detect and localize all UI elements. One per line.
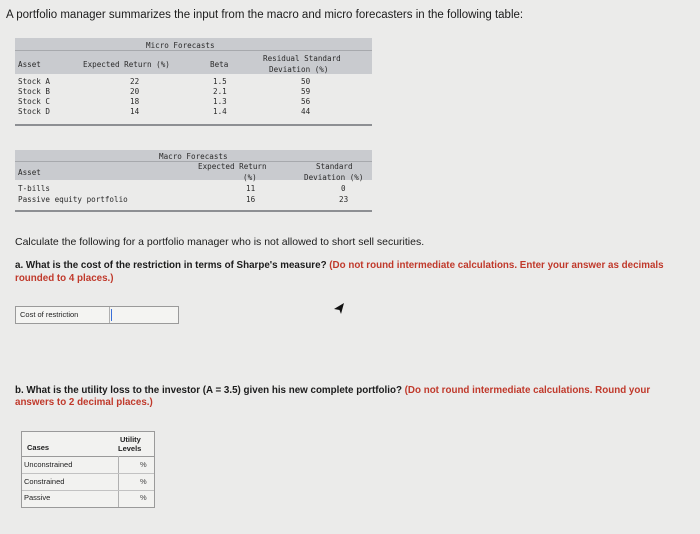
micro-header-beta: Beta [210, 60, 229, 69]
micro-title: Micro Forecasts [146, 41, 215, 50]
utility-unit: % [140, 460, 147, 469]
utility-input[interactable] [119, 474, 135, 489]
mouse-cursor-icon [333, 302, 345, 316]
utility-header-cases: Cases [27, 443, 50, 452]
utility-header-utility: Utility [120, 435, 141, 444]
utility-case-label: Unconstrained [24, 460, 73, 469]
cost-of-restriction-label: Cost of restriction [16, 307, 110, 323]
utility-input[interactable] [119, 491, 135, 506]
micro-sd: 50 [301, 77, 311, 86]
cost-of-restriction-row [15, 306, 179, 324]
question-a-prefix: a. What is the cost of the restriction in terms of Sharpe's measure? [15, 260, 327, 271]
micro-asset: Stock A [18, 77, 51, 86]
utility-levels-table [21, 431, 155, 508]
micro-beta: 2.1 [213, 87, 227, 96]
micro-er: 14 [130, 107, 140, 116]
macro-sd: 23 [339, 195, 349, 204]
micro-forecasts-table [15, 38, 372, 128]
question-a-note: (Do not round intermediate calculations. Enter your answer as decimals rounded to 4 places.) [15, 260, 664, 284]
utility-input[interactable] [119, 457, 135, 472]
macro-asset: Passive equity portfolio [18, 195, 128, 204]
micro-header-residual-1: Residual Standard [263, 54, 341, 63]
micro-asset: Stock B [18, 87, 51, 96]
macro-asset: T-bills [18, 184, 51, 193]
utility-header-levels: Levels [118, 444, 142, 453]
micro-sd: 44 [301, 107, 311, 116]
micro-er: 18 [130, 97, 140, 106]
macro-er: 16 [246, 195, 256, 204]
macro-header-asset: Asset [18, 168, 41, 177]
micro-beta: 1.3 [213, 97, 227, 106]
question-b-prefix: b. What is the utility loss to the investor (A = 3.5) given his new complete portfolio? [15, 385, 402, 396]
utility-unit: % [140, 493, 147, 502]
question-b-note: (Do not round intermediate calculations. Round your answers to 2 decimal places.) [15, 385, 651, 408]
micro-sd: 59 [301, 87, 311, 96]
micro-asset: Stock C [18, 97, 51, 106]
macro-header-er-2: (%) [243, 173, 257, 182]
macro-er: 11 [246, 184, 256, 193]
micro-header-asset: Asset [18, 60, 41, 69]
micro-er: 22 [130, 77, 140, 86]
instruction-text: Calculate the following for a portfolio manager who is not allowed to short sell securities. [15, 236, 425, 248]
macro-header-sd-2: Deviation (%) [304, 173, 364, 182]
cost-of-restriction-input[interactable] [110, 307, 178, 323]
macro-sd: 0 [341, 184, 346, 193]
micro-asset: Stock D [18, 107, 51, 116]
question-a [15, 259, 691, 285]
macro-forecasts-table [15, 150, 372, 216]
utility-unit: % [140, 477, 147, 486]
macro-header-er-1: Expected Return [198, 162, 267, 171]
micro-header-residual-2: Deviation (%) [269, 65, 329, 74]
micro-sd: 56 [301, 97, 311, 106]
micro-beta: 1.5 [213, 77, 227, 86]
text-caret [111, 309, 112, 321]
macro-bottom-rule [15, 210, 372, 212]
macro-header-sd-1: Standard [316, 162, 353, 171]
micro-beta: 1.4 [213, 107, 227, 116]
question-b [15, 385, 691, 409]
micro-title-rule [15, 50, 372, 51]
intro-text: A portfolio manager summarizes the input from the macro and micro forecasters in the following table: [6, 9, 524, 21]
macro-title: Macro Forecasts [159, 152, 228, 161]
utility-case-label: Passive [24, 493, 51, 502]
micro-er: 20 [130, 87, 140, 96]
utility-case-label: Constrained [24, 477, 65, 486]
micro-header-expected-return: Expected Return (%) [83, 60, 170, 69]
micro-bottom-rule [15, 124, 372, 126]
